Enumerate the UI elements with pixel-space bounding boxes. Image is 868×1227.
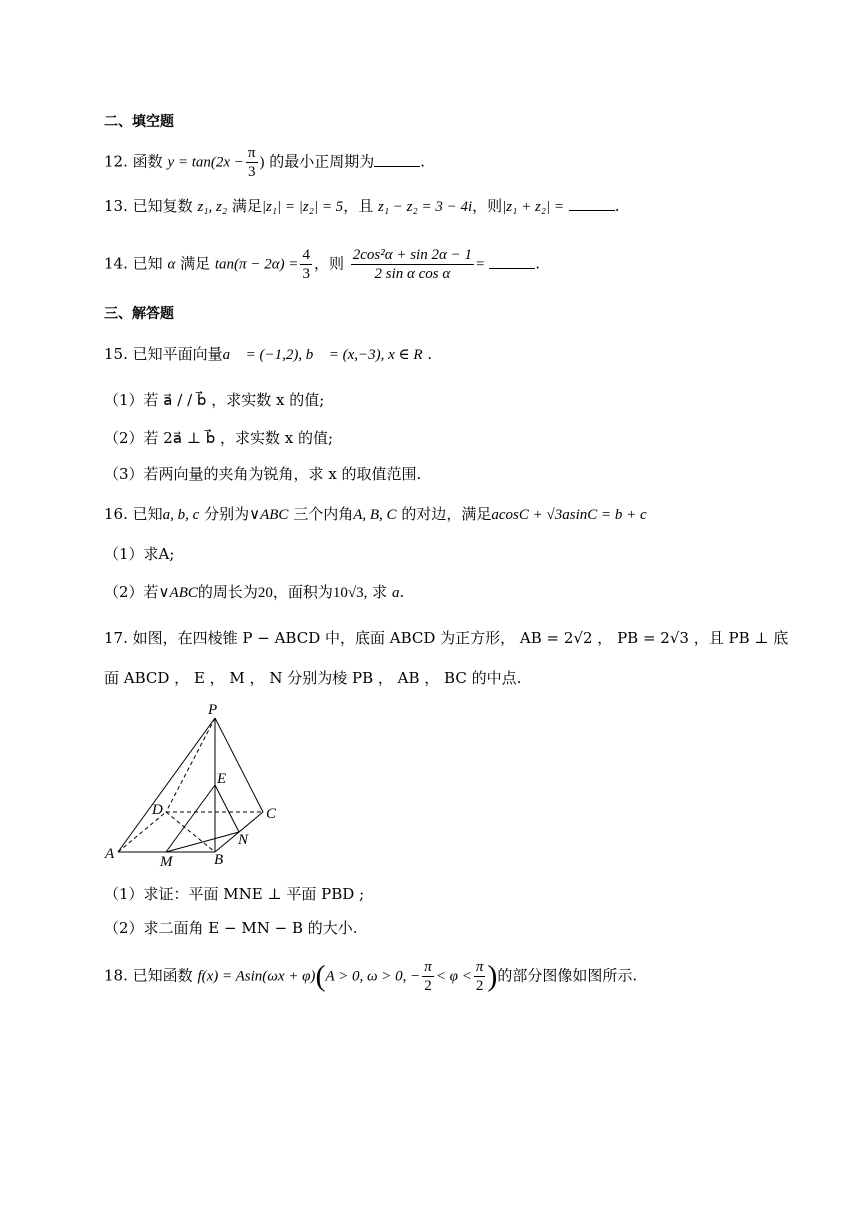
q12-post: 的最小正周期为 xyxy=(269,152,375,171)
question-17-line-1: 17. 如图，在四棱锥 P − ABCD 中，底面 ABCD 为正方形， AB = 2√2 ， PB = 2√3 ，且 PB ⊥ 底 xyxy=(104,629,789,647)
q18-frac-2: $\frac{\pi}{2}$ xyxy=(475,959,484,994)
q12-end: . xyxy=(420,152,426,171)
q16-condition: acosC + √3asinC = b + c xyxy=(491,507,647,523)
edge-PD xyxy=(166,718,215,812)
q14-mid: 满足 xyxy=(180,254,211,273)
q16-abc: a, b, c xyxy=(162,507,200,523)
q18-post: 的部分图像如图所示. xyxy=(497,966,638,985)
q15-expr: a⃗ = (−1,2), b⃗ = (x,−3), x ∈ R xyxy=(222,347,423,363)
q15-part-3: （3）若两向量的夹角为锐角，求 x 的取值范围. xyxy=(104,465,422,483)
q15-pre: 已知平面向量 xyxy=(132,345,223,363)
q15-number: 15. xyxy=(104,345,128,363)
q18-cond-1: A > 0, ω > 0, − xyxy=(325,968,421,985)
q13-mid3: ，则 xyxy=(472,197,503,215)
q15-part-2: （2）若 2a⃗ ⊥ b⃗ ，求实数 x 的值; xyxy=(104,429,334,447)
q13-cond2: z₁ − z₂ = 3 − 4i xyxy=(377,199,473,215)
q13-mid2: ，且 xyxy=(343,197,374,215)
q16-part-1: （1）求A; xyxy=(104,545,175,563)
q14-frac-43: $\frac{4}{3}$ xyxy=(302,247,310,282)
question-13 xyxy=(104,196,620,217)
q14-end: . xyxy=(535,254,541,273)
q14-alpha: α xyxy=(167,256,176,273)
q16-mid2: 三个内角 xyxy=(293,505,354,523)
q18-function: f(x) = Asin(ωx + φ) xyxy=(197,968,316,985)
q15-part-1: （1）若 a⃗ / / b⃗ ，求实数 x 的值; xyxy=(104,391,325,409)
q14-answer-blank xyxy=(489,254,535,269)
q14-number: 14. xyxy=(104,254,128,273)
q12-frac-num: π xyxy=(247,145,256,161)
label-E: E xyxy=(217,771,227,787)
q14-main-fraction xyxy=(351,246,474,283)
q13-cond1: |z₁| = |z₂| = 5 xyxy=(261,199,344,215)
edge-EN xyxy=(215,785,239,832)
q12-expr-b: ) xyxy=(259,154,265,171)
q17-part-1: （1）求证：平面 MNE ⊥ 平面 PBD ; xyxy=(104,885,365,903)
q16-ABC: A, B, C xyxy=(353,507,397,523)
label-A: A xyxy=(105,846,115,862)
q16-number: 16. xyxy=(104,505,128,523)
q13-end: . xyxy=(614,197,620,215)
q12-answer-blank xyxy=(374,152,420,167)
q12-number: 12. xyxy=(104,152,128,171)
edge-PA xyxy=(118,718,215,852)
question-14 xyxy=(104,246,540,288)
label-C: C xyxy=(266,806,277,822)
q12-pre: 函数 xyxy=(132,152,163,171)
label-M: M xyxy=(160,854,173,870)
q13-answer-blank xyxy=(569,196,615,211)
q16-pre: 已知 xyxy=(132,505,163,523)
q16-mid: 分别为∨ xyxy=(204,505,261,523)
q12-frac-den: 3 xyxy=(247,164,256,180)
q14-lhs: tan(π − 2α) = xyxy=(214,256,299,273)
edge-PC xyxy=(215,718,263,812)
q13-ask: |z₁ + z₂| = xyxy=(502,199,564,215)
section-heading-fill-in: 二、填空题 xyxy=(104,114,174,130)
label-N: N xyxy=(238,832,249,848)
label-B: B xyxy=(214,852,224,868)
q12-expr-a: y = tan(2x − xyxy=(167,154,244,171)
q13-number: 13. xyxy=(104,197,128,215)
q13-z: z₁, z₂ xyxy=(197,199,228,215)
section-heading-solve: 三、解答题 xyxy=(104,306,174,322)
edge-MN xyxy=(166,832,239,852)
question-16 xyxy=(104,504,647,525)
q15-end: . xyxy=(427,345,433,363)
q16-tri: ABC xyxy=(260,507,289,523)
question-18: 18. 已知函数 f(x) = Asin(ωx + φ)(A > 0, ω > 0, − $\frac{\pi}{2}$ < φ < $\frac{\pi}{2}$ )的部分图像如图所示. xyxy=(104,959,638,994)
question-12 xyxy=(104,144,425,184)
q16-part-2: （2）若∨ABC的周长为20，面积为10√3, 求 a. xyxy=(104,583,405,601)
question-17-line-2: 面 ABCD ， E ， M ， N 分别为棱 PB ， AB ， BC 的中点. xyxy=(104,669,522,687)
q16-mid3: 的对边，满足 xyxy=(401,505,492,523)
q18-number: 18. xyxy=(104,966,128,985)
q13-pre: 已知复数 xyxy=(132,197,193,215)
pyramid-figure xyxy=(100,700,290,870)
q14-mid2: ，则 xyxy=(313,254,344,273)
q14-pre: 已知 xyxy=(132,254,163,273)
label-D: D xyxy=(152,802,163,818)
q18-cond-2: < φ < xyxy=(435,968,472,985)
q12-fraction xyxy=(246,144,258,181)
q18-pre: 已知函数 xyxy=(132,966,193,985)
q14-numerator: 2cos²α + sin 2α − 1 xyxy=(352,247,472,263)
label-P: P xyxy=(208,702,218,718)
q14-denominator: 2 sin α cos α xyxy=(374,266,451,282)
question-15 xyxy=(104,344,432,365)
q18-frac-1: $\frac{\pi}{2}$ xyxy=(424,959,432,994)
q17-part-2: （2）求二面角 E − MN − B 的大小. xyxy=(104,919,358,937)
q13-mid: 满足 xyxy=(231,197,262,215)
q14-eq: = xyxy=(475,256,485,273)
